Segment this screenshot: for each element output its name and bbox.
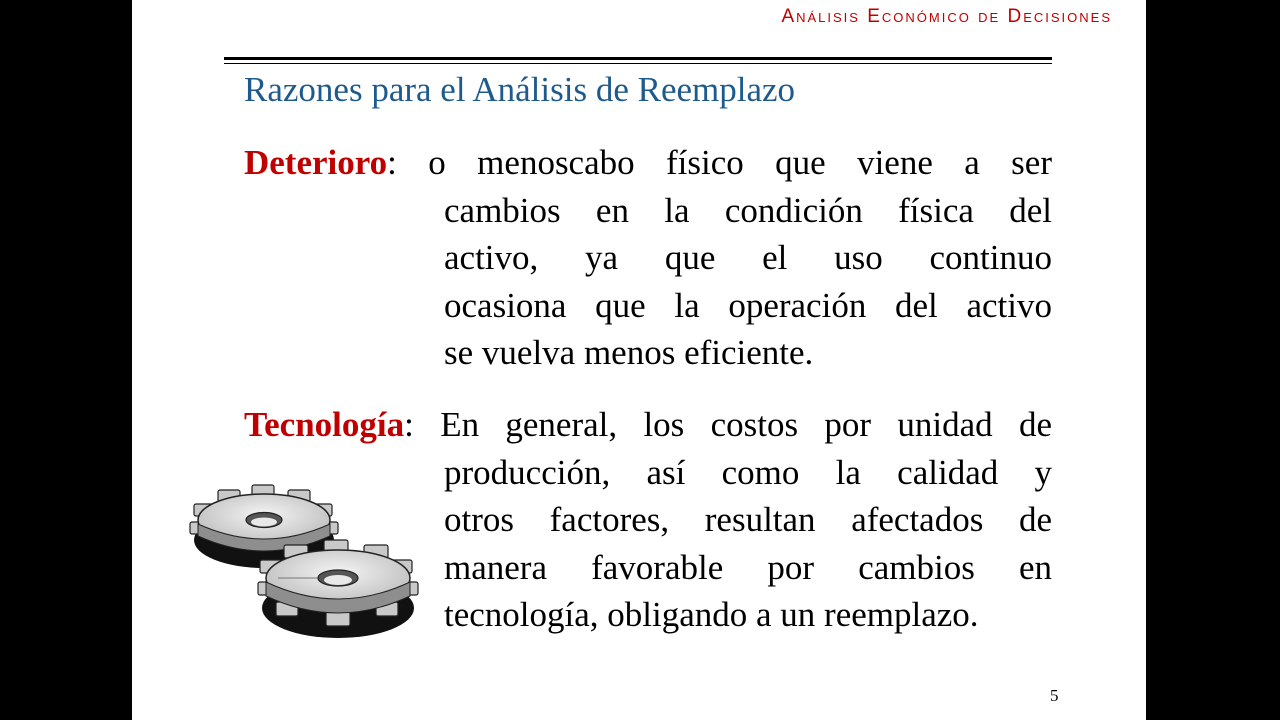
reason-line: producción, así como la calidad y (444, 452, 1052, 492)
reason-term: Deterioro (244, 143, 388, 182)
reason-line: tecnología, obligando a un reemplazo. (444, 595, 979, 634)
reason-separator: : (404, 405, 414, 444)
reason-first-text: En general, los costos por unidad de (440, 405, 1052, 444)
reason-term: Tecnología (244, 405, 405, 444)
reason-line: ocasiona que la operación del activo (444, 285, 1052, 325)
reason-continuation (444, 187, 1052, 377)
reason-first-line (244, 139, 1052, 187)
reason-deterioro (244, 139, 1052, 377)
slide-title: Razones para el Análisis de Reemplazo (244, 70, 796, 109)
course-title: Análisis Económico de Decisiones (781, 6, 1112, 27)
reason-continuation (444, 449, 1052, 639)
reason-line: cambios en la condición física del (444, 190, 1052, 230)
reason-line: otros factores, resultan afectados de (444, 500, 1052, 539)
reason-first-text: o menoscabo físico que viene a ser (428, 143, 1052, 182)
reason-line: se vuelva menos eficiente. (444, 333, 814, 372)
reason-line: activo, ya que el uso continuo (444, 238, 1052, 277)
header-divider-thin (224, 63, 1052, 64)
gears-icon (188, 480, 428, 650)
reason-first-line (244, 401, 1052, 449)
slide (132, 0, 1146, 720)
reason-separator: : (387, 143, 397, 182)
page-number: 5 (1050, 686, 1059, 705)
header-divider (224, 57, 1052, 60)
reason-line: manera favorable por cambios en (444, 547, 1052, 587)
